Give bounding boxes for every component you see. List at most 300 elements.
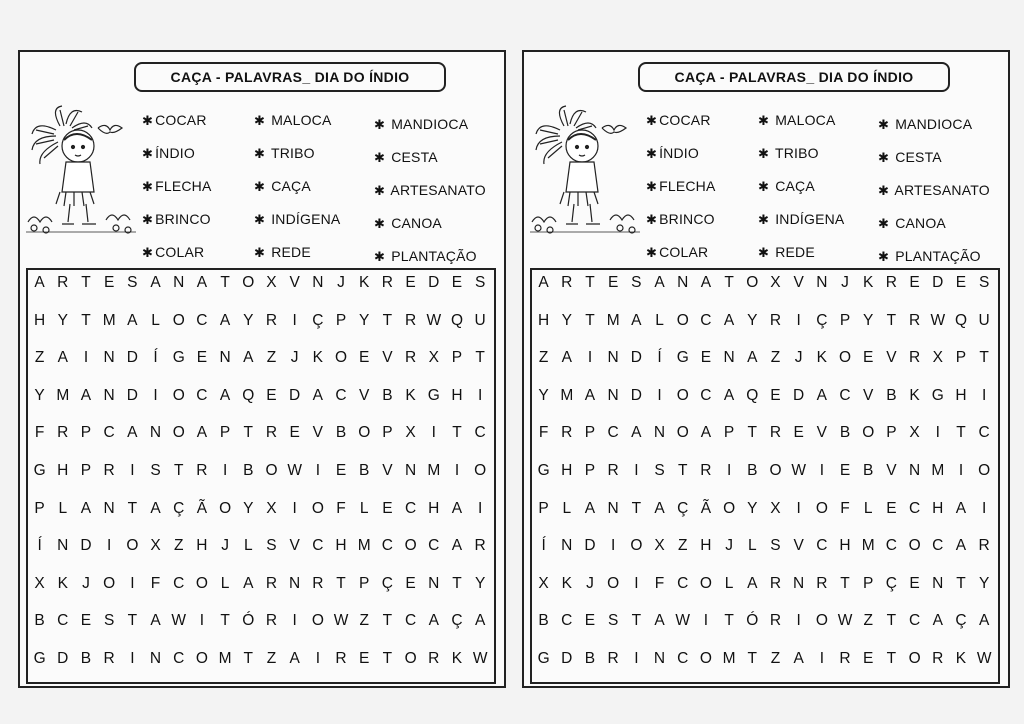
grid-letter: Í (153, 349, 158, 367)
grid-letter: Q (242, 386, 255, 404)
word-plantacao: ✱ PLANTAÇÃO (374, 248, 477, 264)
grid-letter: V (793, 537, 804, 555)
grid-letter: C (335, 386, 347, 404)
grid-letter: C (381, 537, 393, 555)
grid-letter: R (265, 424, 278, 442)
grid-letter: T (677, 462, 688, 479)
grid-row (28, 387, 492, 405)
grid-letter: X (266, 274, 277, 291)
grid-letter: E (584, 612, 596, 630)
grid-letter: N (149, 650, 162, 667)
grid-letter: C (474, 424, 486, 442)
grid-letter: I (819, 462, 824, 479)
word-indio: ✱ ÍNDIO (142, 145, 195, 161)
asterisk-icon: ✱ (254, 212, 266, 227)
grid-letter: B (243, 462, 254, 479)
grid-letter: J (725, 537, 733, 555)
grid-letter: E (103, 274, 115, 291)
word-maloca: ✱ MALOCA (758, 112, 836, 128)
grid-letter: C (173, 650, 185, 667)
grid-letter: B (34, 612, 45, 630)
grid-letter: N (653, 424, 666, 442)
word-caca: ✱ CAÇA (254, 178, 311, 194)
grid-letter: A (289, 650, 300, 667)
grid-letter: R (196, 462, 208, 479)
asterisk-icon: ✱ (878, 183, 890, 198)
grid-letter: A (57, 349, 68, 367)
grid-row (532, 387, 996, 405)
word-flecha: ✱ FLECHA (646, 178, 716, 194)
grid-letter: I (611, 537, 616, 555)
grid-letter: H (196, 537, 208, 555)
grid-letter: T (585, 311, 595, 329)
grid-letter: F (150, 574, 161, 592)
grid-letter: P (955, 349, 967, 367)
grid-letter: E (700, 349, 712, 367)
grid-letter: A (219, 386, 231, 404)
grid-letter: P (584, 424, 596, 442)
grid-letter: I (796, 612, 801, 630)
grid-letter: Í (657, 349, 662, 367)
grid-letter: O (769, 462, 782, 479)
grid-letter: I (130, 574, 135, 592)
grid-letter: N (561, 537, 573, 555)
grid-letter: G (33, 650, 46, 667)
grid-letter: E (405, 274, 416, 291)
grid-letter: Y (747, 311, 758, 329)
asterisk-icon: ✱ (878, 150, 890, 165)
grid-letter: T (840, 574, 850, 592)
grid-letter: A (127, 311, 138, 329)
grid-letter: W (675, 612, 691, 630)
grid-letter: O (474, 462, 487, 479)
grid-letter: X (932, 349, 943, 367)
grid-letter: O (195, 574, 208, 592)
word-indigena: ✱ INDÍGENA (758, 211, 845, 227)
grid-letter: F (538, 424, 549, 442)
grid-letter: O (815, 499, 828, 517)
grid-letter: A (584, 499, 596, 517)
word-artesanato: ✱ ARTESANATO (878, 182, 990, 198)
grid-letter: O (676, 386, 689, 404)
grid-letter: R (312, 574, 324, 592)
grid-letter: D (126, 349, 138, 367)
grid-letter: B (839, 424, 851, 442)
grid-letter: B (382, 386, 393, 404)
grid-letter: R (816, 574, 828, 592)
word-colar: ✱ COLAR (142, 244, 205, 260)
asterisk-icon: ✱ (374, 150, 386, 165)
grid-letter: M (931, 462, 945, 479)
grid-letter: Z (538, 349, 549, 367)
grid-letter: H (839, 537, 851, 555)
grid-letter: K (405, 386, 416, 404)
asterisk-icon: ✱ (646, 212, 658, 227)
grid-letter: P (80, 462, 92, 479)
grid-letter: T (886, 311, 897, 329)
grid-letter: P (219, 424, 231, 442)
grid-letter: Ã (700, 499, 712, 517)
grid-letter: D (289, 386, 301, 404)
grid-letter: V (863, 386, 874, 404)
grid-letter: X (770, 274, 781, 291)
word-list (138, 112, 498, 272)
grid-row (532, 612, 996, 630)
grid-letter: O (676, 311, 689, 329)
grid-letter: T (382, 612, 393, 630)
grid-letter: L (243, 537, 253, 555)
grid-letter: P (538, 499, 549, 517)
grid-letter: B (335, 424, 347, 442)
grid-row (28, 537, 492, 555)
grid-row (28, 500, 492, 518)
grid-letter: R (700, 462, 712, 479)
grid-letter: O (908, 537, 921, 555)
grid-letter: T (452, 424, 462, 442)
grid-letter: T (956, 424, 966, 442)
grid-letter: U (474, 311, 486, 329)
grid-letter: E (451, 274, 463, 291)
grid-letter: R (607, 462, 619, 479)
grid-letter: I (982, 499, 987, 517)
grid-row (532, 462, 996, 480)
indigenous-child-illustration (530, 100, 640, 236)
grid-letter: R (381, 274, 393, 291)
asterisk-icon: ✱ (374, 216, 386, 231)
asterisk-icon: ✱ (646, 146, 658, 161)
grid-letter: S (474, 274, 486, 291)
grid-row (28, 274, 492, 292)
word-list (642, 112, 1002, 272)
grid-letter: C (677, 650, 689, 667)
grid-letter: L (220, 574, 230, 592)
grid-letter: T (956, 574, 966, 592)
asterisk-icon: ✱ (878, 216, 890, 231)
grid-letter: F (336, 499, 346, 517)
grid-letter: A (700, 274, 712, 291)
grid-letter: R (404, 349, 417, 367)
grid-letter: R (474, 537, 486, 555)
grid-letter: N (173, 274, 185, 291)
grid-letter: A (723, 311, 735, 329)
word-plantacao: ✱ PLANTAÇÃO (878, 248, 981, 264)
grid-letter: M (722, 650, 736, 667)
grid-letter: B (886, 386, 897, 404)
grid-letter: N (932, 574, 944, 592)
grid-letter: I (796, 499, 801, 517)
grid-letter: O (815, 612, 828, 630)
grid-row (28, 424, 492, 442)
grid-letter: A (451, 499, 463, 517)
grid-letter: O (219, 499, 232, 517)
grid-letter: R (265, 612, 278, 630)
grid-letter: V (886, 462, 897, 479)
grid-letter: T (747, 424, 758, 442)
grid-letter: N (607, 349, 619, 367)
grid-letter: N (404, 462, 417, 479)
grid-letter: I (130, 462, 135, 479)
grid-letter: R (932, 650, 944, 667)
grid-letter: A (631, 424, 642, 442)
grid-row (532, 312, 996, 330)
grid-letter: Z (770, 349, 781, 367)
grid-letter: V (289, 537, 300, 555)
grid-letter: L (724, 574, 734, 592)
grid-letter: C (173, 574, 185, 592)
grid-letter: I (634, 574, 639, 592)
grid-letter: B (359, 462, 370, 479)
grid-letter: C (816, 537, 828, 555)
grid-row (532, 500, 996, 518)
grid-letter: N (723, 349, 735, 367)
grid-letter: A (80, 386, 92, 404)
grid-letter: P (451, 349, 463, 367)
grid-letter: M (357, 537, 371, 555)
grid-letter: Í (37, 537, 42, 555)
grid-letter: S (607, 612, 619, 630)
grid-letter: K (312, 349, 324, 367)
grid-letter: I (634, 650, 639, 667)
asterisk-icon: ✱ (878, 249, 890, 264)
grid-letter: A (793, 650, 804, 667)
word-brinco: ✱ BRINCO (142, 211, 211, 227)
grid-letter: J (794, 349, 803, 367)
grid-letter: I (292, 612, 297, 630)
grid-letter: M (102, 311, 116, 329)
grid-letter: K (909, 386, 920, 404)
grid-letter: R (769, 574, 782, 592)
grid-letter: C (196, 386, 208, 404)
grid-letter: B (747, 462, 758, 479)
letter-grid (26, 268, 496, 684)
grid-letter: A (474, 612, 486, 630)
grid-letter: A (243, 349, 254, 367)
grid-letter: N (607, 386, 619, 404)
grid-row (532, 424, 996, 442)
grid-letter: Ó (746, 612, 759, 630)
grid-letter: I (657, 386, 662, 404)
asterisk-icon: ✱ (374, 183, 386, 198)
grid-letter: T (173, 462, 184, 479)
grid-letter: E (405, 574, 416, 592)
grid-letter: R (404, 311, 417, 329)
word-rede: ✱ REDE (758, 244, 815, 260)
grid-letter: N (677, 274, 689, 291)
grid-letter: Q (746, 386, 759, 404)
grid-letter: O (195, 650, 208, 667)
word-canoa: ✱ CANOA (374, 215, 442, 231)
grid-letter: T (724, 612, 734, 630)
grid-letter: R (885, 274, 897, 291)
grid-letter: E (359, 650, 370, 667)
grid-letter: A (150, 274, 161, 291)
grid-letter: S (770, 537, 781, 555)
grid-letter: R (908, 311, 921, 329)
grid-letter: S (103, 612, 115, 630)
grid-row (532, 650, 996, 668)
grid-letter: S (978, 274, 990, 291)
grid-letter: O (103, 574, 116, 592)
grid-letter: O (630, 537, 643, 555)
grid-letter: T (81, 274, 91, 291)
grid-letter: V (382, 349, 393, 367)
grid-letter: O (699, 650, 712, 667)
grid-letter: O (676, 424, 689, 442)
asterisk-icon: ✱ (374, 117, 386, 132)
grid-letter: L (359, 499, 369, 517)
grid-letter: T (452, 574, 462, 592)
grid-letter: N (149, 424, 162, 442)
grid-letter: A (747, 349, 758, 367)
grid-letter: P (335, 311, 347, 329)
grid-letter: L (655, 311, 664, 329)
grid-letter: W (333, 612, 349, 630)
grid-letter: X (770, 499, 781, 517)
grid-letter: W (287, 462, 302, 479)
grid-letter: A (538, 274, 549, 291)
asterisk-icon: ✱ (254, 245, 266, 260)
grid-letter: V (382, 462, 393, 479)
grid-letter: D (584, 537, 596, 555)
grid-letter: P (723, 424, 735, 442)
grid-letter: G (676, 349, 689, 367)
grid-letter: O (311, 612, 324, 630)
word-tribo: ✱ TRIBO (254, 145, 315, 161)
grid-letter: G (427, 386, 440, 404)
grid-letter: X (34, 574, 45, 592)
grid-letter: Z (266, 650, 277, 667)
sheet-title: CAÇA - PALAVRAS_ DIA DO ÍNDIO (134, 62, 446, 92)
grid-letter: H (335, 537, 347, 555)
asterisk-icon: ✱ (646, 113, 658, 128)
grid-letter: D (630, 386, 642, 404)
grid-letter: Q (450, 311, 463, 329)
asterisk-icon: ✱ (758, 146, 770, 161)
grid-letter: T (243, 650, 254, 667)
grid-letter: K (57, 574, 68, 592)
grid-letter: Ç (451, 612, 463, 630)
grid-letter: J (586, 574, 594, 592)
grid-letter: T (886, 612, 897, 630)
asterisk-icon: ✱ (646, 245, 658, 260)
grid-letter: E (196, 349, 208, 367)
grid-letter: A (955, 537, 967, 555)
grid-letter: C (908, 612, 921, 630)
grid-letter: Ç (312, 311, 324, 329)
word-flecha: ✱ FLECHA (142, 178, 212, 194)
grid-letter: N (103, 499, 115, 517)
grid-letter: A (127, 424, 138, 442)
grid-letter: L (562, 499, 572, 517)
grid-letter: O (172, 386, 185, 404)
grid-letter: Y (243, 311, 254, 329)
grid-letter: A (654, 274, 665, 291)
grid-row (532, 575, 996, 593)
grid-letter: W (930, 311, 946, 329)
grid-letter: K (359, 274, 370, 291)
grid-letter: C (908, 499, 921, 517)
grid-letter: A (932, 612, 943, 630)
grid-letter: A (243, 574, 254, 592)
grid-letter: J (221, 537, 229, 555)
grid-letter: R (103, 462, 115, 479)
grid-letter: A (196, 424, 208, 442)
grid-letter: I (153, 386, 158, 404)
grid-letter: A (816, 386, 828, 404)
grid-letter: T (631, 499, 642, 517)
grid-letter: I (935, 424, 940, 442)
grid-letter: H (428, 499, 440, 517)
grid-letter: L (863, 499, 873, 517)
grid-row (28, 575, 492, 593)
word-cesta: ✱ CESTA (878, 149, 942, 165)
grid-letter: E (839, 462, 851, 479)
grid-letter: T (336, 574, 346, 592)
grid-letter: E (909, 274, 920, 291)
grid-letter: I (819, 650, 824, 667)
grid-letter: T (475, 349, 485, 367)
grid-letter: J (82, 574, 90, 592)
grid-row (532, 349, 996, 367)
grid-row (28, 349, 492, 367)
word-cesta: ✱ CESTA (374, 149, 438, 165)
word-caca: ✱ CAÇA (758, 178, 815, 194)
grid-letter: I (292, 499, 297, 517)
grid-letter: O (723, 499, 736, 517)
grid-letter: H (451, 386, 463, 404)
grid-letter: A (150, 499, 161, 517)
grid-letter: I (222, 462, 228, 479)
word-search-sheet-left (18, 50, 506, 688)
grid-letter: O (607, 574, 620, 592)
grid-letter: J (841, 274, 849, 291)
grid-letter: H (33, 311, 46, 329)
grid-letter: X (266, 499, 277, 517)
grid-letter: A (654, 612, 665, 630)
grid-letter: F (840, 499, 850, 517)
asterisk-icon: ✱ (254, 146, 266, 161)
grid-letter: A (451, 537, 463, 555)
grid-letter: G (537, 462, 550, 479)
grid-letter: I (199, 612, 205, 630)
grid-letter: H (955, 386, 967, 404)
word-mandioca: ✱ MANDIOCA (878, 116, 973, 132)
grid-letter: D (561, 650, 573, 667)
grid-letter: H (561, 462, 573, 479)
grid-letter: E (289, 424, 300, 442)
grid-letter: W (976, 650, 992, 667)
grid-letter: X (428, 349, 439, 367)
grid-letter: R (428, 650, 440, 667)
grid-letter: H (932, 499, 944, 517)
grid-letter: T (886, 650, 897, 667)
grid-letter: O (404, 537, 417, 555)
grid-letter: I (315, 462, 320, 479)
grid-letter: A (747, 574, 758, 592)
grid-letter: W (426, 311, 442, 329)
grid-letter: R (103, 650, 115, 667)
grid-row (28, 650, 492, 668)
grid-letter: K (955, 650, 967, 667)
grid-letter: S (266, 537, 277, 555)
grid-letter: Í (541, 537, 546, 555)
grid-letter: Y (359, 311, 370, 329)
grid-letter: O (265, 462, 278, 479)
grid-letter: E (793, 424, 804, 442)
grid-letter: A (196, 274, 208, 291)
grid-letter: V (816, 424, 828, 442)
grid-letter: C (57, 612, 69, 630)
